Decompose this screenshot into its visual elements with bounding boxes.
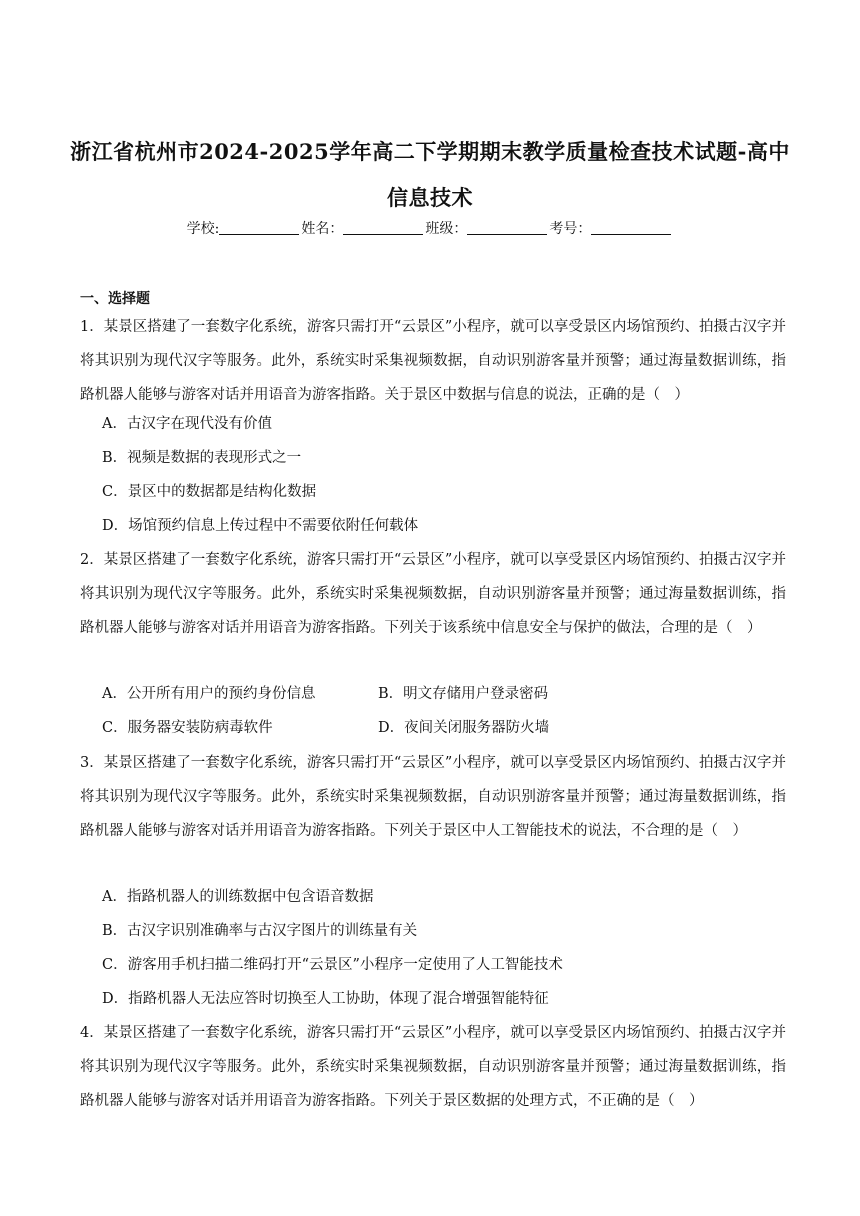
- school-blank[interactable]: [219, 220, 299, 235]
- section-heading: 一、选择题: [80, 291, 150, 307]
- q1-option-b: B．视频是数据的表现形式之一: [102, 450, 302, 466]
- question-1-stem: 1．某景区搭建了一套数字化系统，游客只需打开“云景区”小程序，就可以享受景区内场馆预约、拍摄古汉字并将其识别为现代汉字等服务。此外，系统实时采集视频数据，自动识别游客量并预警；通过海量数据训练，指路机器人能够与游客对话并用语音为游客指路。关于景区中数据与信息的说法，正确的是（ ）: [80, 319, 786, 403]
- question-4-stem: 4．某景区搭建了一套数字化系统，游客只需打开“云景区”小程序，就可以享受景区内场馆预约、拍摄古汉字并将其识别为现代汉字等服务。此外，系统实时采集视频数据，自动识别游客量并预警；通过海量数据训练，指路机器人能够与游客对话并用语音为游客指路。下列关于景区数据的处理方式，不正确的是（ ）: [80, 1025, 786, 1109]
- class-label: 班级：: [425, 221, 468, 237]
- exam-number-blank[interactable]: [591, 220, 671, 235]
- q1-option-d: D．场馆预约信息上传过程中不需要依附任何载体: [102, 518, 419, 534]
- q3-option-c: C．游客用手机扫描二维码打开“云景区”小程序一定使用了人工智能技术: [102, 957, 563, 973]
- q3-option-b: B．古汉字识别准确率与古汉字图片的训练量有关: [102, 923, 418, 939]
- q1-option-c: C．景区中的数据都是结构化数据: [102, 484, 317, 500]
- question-2-stem: 2．某景区搭建了一套数字化系统，游客只需打开“云景区”小程序，就可以享受景区内场馆预约、拍摄古汉字并将其识别为现代汉字等服务。此外，系统实时采集视频数据，自动识别游客量并预警；通过海量数据训练，指路机器人能够与游客对话并用语音为游客指路。下列关于该系统中信息安全与保护的做法，合理的是（ ）: [80, 552, 786, 636]
- question-3-stem: 3．某景区搭建了一套数字化系统，游客只需打开“云景区”小程序，就可以享受景区内场馆预约、拍摄古汉字并将其识别为现代汉字等服务。此外，系统实时采集视频数据，自动识别游客量并预警；通过海量数据训练，指路机器人能够与游客对话并用语音为游客指路。下列关于景区中人工智能技术的说法，不合理的是（ ）: [80, 755, 786, 839]
- q2-option-d: D．夜间关闭服务器防火墙: [378, 720, 550, 736]
- name-label: 姓名：: [301, 221, 344, 237]
- student-info-row: [0, 218, 860, 238]
- name-blank[interactable]: [343, 220, 423, 235]
- class-blank[interactable]: [467, 220, 547, 235]
- q1-option-a: A．古汉字在现代没有价值: [102, 416, 272, 432]
- q3-option-a: A．指路机器人的训练数据中包含语音数据: [102, 889, 374, 905]
- exam-title-line2: 信息技术: [387, 185, 473, 210]
- exam-title-line1: 浙江省杭州市2024-2025学年高二下学期期末教学质量检查技术试题-高中: [70, 139, 790, 164]
- school-label: 学校:: [186, 221, 220, 237]
- q2-option-a: A．公开所有用户的预约身份信息: [102, 686, 316, 702]
- q2-option-b: B．明文存储用户登录密码: [378, 686, 549, 702]
- exam-number-label: 考号：: [549, 221, 592, 237]
- q3-option-d: D．指路机器人无法应答时切换至人工协助，体现了混合增强智能特征: [102, 991, 549, 1007]
- q2-option-c: C．服务器安装防病毒软件: [102, 720, 273, 736]
